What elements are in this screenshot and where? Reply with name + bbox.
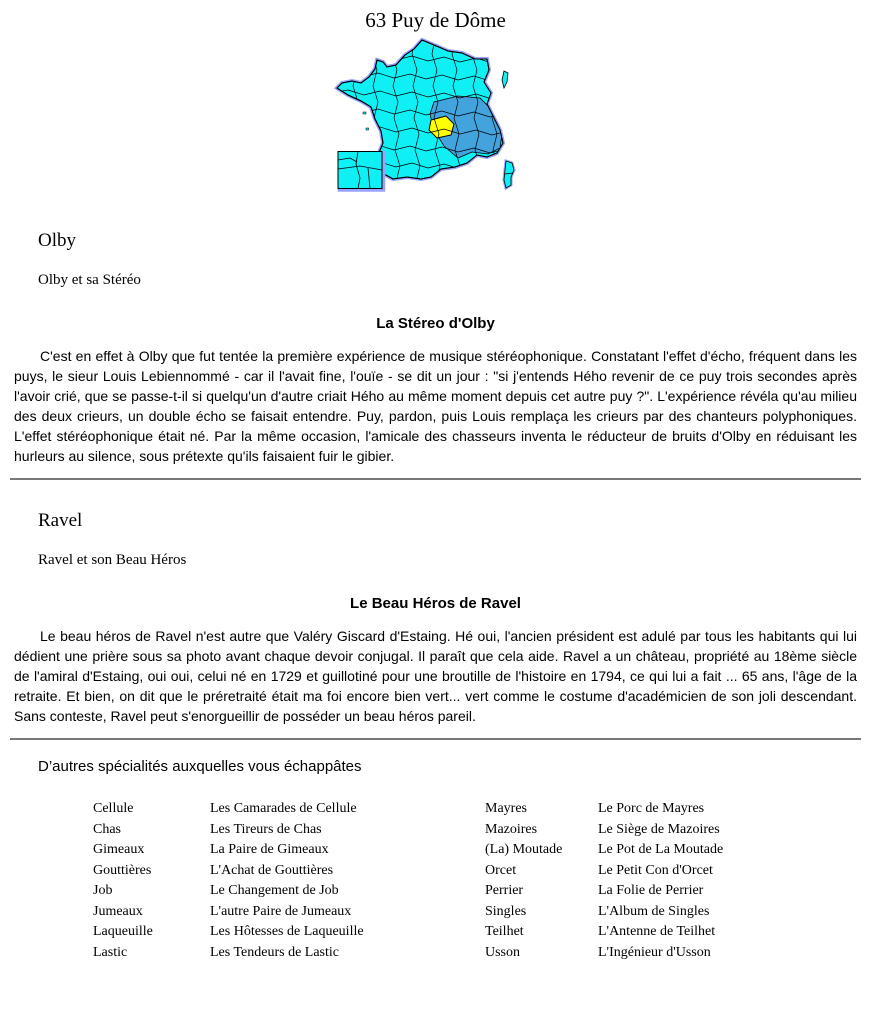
- specialty-name: L'Antenne de Teilhet: [598, 924, 716, 939]
- table-row: [93, 861, 871, 882]
- section-olby: [0, 230, 871, 466]
- france-map: [330, 38, 542, 200]
- section-subheading-ravel: Ravel et son Beau Héros: [38, 552, 187, 568]
- place-name: Perrier: [485, 883, 524, 898]
- place-name: Usson: [485, 944, 521, 960]
- place-name: Job: [93, 883, 113, 898]
- specialty-name: L'Album de Singles: [598, 903, 710, 919]
- island-dot: [363, 112, 366, 114]
- place-name: Cellule: [93, 801, 134, 816]
- article-title-olby: La Stéreo d'Olby: [376, 315, 495, 332]
- table-row: [93, 881, 871, 902]
- place-name: Mazoires: [485, 821, 538, 837]
- place-name: (La) Moutade: [485, 842, 563, 857]
- specialty-name: Le Siège de Mazoires: [598, 821, 720, 837]
- specialties-section: [0, 758, 871, 963]
- specialty-name: L'autre Paire de Jumeaux: [210, 903, 352, 919]
- specialty-name: Les Camarades de Cellule: [210, 801, 357, 816]
- place-name: Mayres: [485, 801, 527, 816]
- place-name: Teilhet: [485, 924, 524, 939]
- france-departments-map: [330, 38, 542, 195]
- table-row: [93, 922, 871, 943]
- corsica: [504, 161, 514, 188]
- place-name: Lastic: [93, 944, 128, 960]
- section-ravel: [0, 510, 871, 726]
- specialties-table: [93, 799, 871, 963]
- place-name: Laqueuille: [93, 924, 153, 939]
- specialties-heading: D’autres spécialités auxquelles vous échappâtes: [38, 758, 362, 775]
- specialty-name: Le Pot de La Moutade: [598, 842, 724, 857]
- article-body-olby: C'est en effet à Olby que fut tentée la première expérience de musique stéréophonique. Constatant l'effet d'écho, fréquent dans les puys, le sieur Louis Lebiennommé - car il l'avait fine, l'ouïe - se dit un jour : "si j'entends Hého revenir de ce puy trois secondes après l'avoir crié, que se passe-t-il si quelqu'un d'autre criait Hého au même moment depuis cet autre puy ?". L'expérience révéla qu'au milieu des deux crieurs, un double écho se faisait entendre. Puy, pardon, puis Louis remplaça les crieurs par des chanteurs polyphoniques. L'effet stéréophonique était né. Par la même occasion, l'amicale des chasseurs inventa le réducteur de bruits d'Olby en réduisant les hurleurs au silence, sous prétexte qu'ils faisaient fuir le gibier.: [14, 348, 857, 464]
- table-row: [93, 799, 871, 820]
- specialty-name: Les Hôtesses de Laqueuille: [210, 924, 364, 939]
- section-divider: [10, 738, 861, 740]
- place-name: Jumeaux: [93, 903, 143, 919]
- east-sliver: [502, 71, 508, 88]
- specialty-name: L'Ingénieur d'Usson: [598, 944, 711, 960]
- section-divider: [10, 478, 861, 480]
- table-row: [93, 943, 871, 964]
- table-row: [93, 840, 871, 861]
- island-dot: [366, 128, 369, 130]
- page-title: 63 Puy de Dôme: [365, 8, 506, 32]
- specialty-name: La Paire de Gimeaux: [210, 842, 329, 857]
- table-row: [93, 820, 871, 841]
- specialty-name: La Folie de Perrier: [598, 883, 704, 898]
- specialty-name: Les Tireurs de Chas: [210, 821, 322, 837]
- section-heading-olby: Olby: [38, 230, 76, 251]
- place-name: Singles: [485, 903, 527, 919]
- place-name: Gouttières: [93, 862, 152, 878]
- specialty-name: L'Achat de Gouttières: [210, 862, 334, 878]
- specialty-name: Les Tendeurs de Lastic: [210, 944, 339, 960]
- place-name: Gimeaux: [93, 842, 145, 857]
- table-row: [93, 902, 871, 923]
- place-name: Orcet: [485, 862, 517, 878]
- specialty-name: Le Porc de Mayres: [598, 801, 705, 816]
- specialty-name: Le Changement de Job: [210, 883, 339, 898]
- place-name: Chas: [93, 821, 121, 837]
- article-body-ravel: Le beau héros de Ravel n'est autre que Valéry Giscard d'Estaing. Hé oui, l'ancien président est adulé par tous les habitants qui lui dédient une prière sous sa photo avant chaque devoir conjugal. Il paraît que cela aide. Ravel a un château, propriété au 18ème siècle de l'amiral d'Estaing, oui oui, celui né en 1729 et guillotiné pour une broutille de l'histoire en 1794, ce qui lui a fait ... 65 ans, l'âge de la retraite. Et bien, on dit que le préretraité était ma foi encore bien vert... vert comme le costume d'académicien de son joli descendant. Sans conteste, Ravel peut s'enorgueillir de posséder un beau héros pareil.: [14, 628, 857, 724]
- section-subheading-olby: Olby et sa Stéréo: [38, 272, 141, 288]
- specialty-name: Le Petit Con d'Orcet: [598, 862, 713, 878]
- ile-de-france-inset: [338, 152, 384, 191]
- section-heading-ravel: Ravel: [38, 510, 83, 531]
- article-title-ravel: Le Beau Héros de Ravel: [350, 595, 521, 612]
